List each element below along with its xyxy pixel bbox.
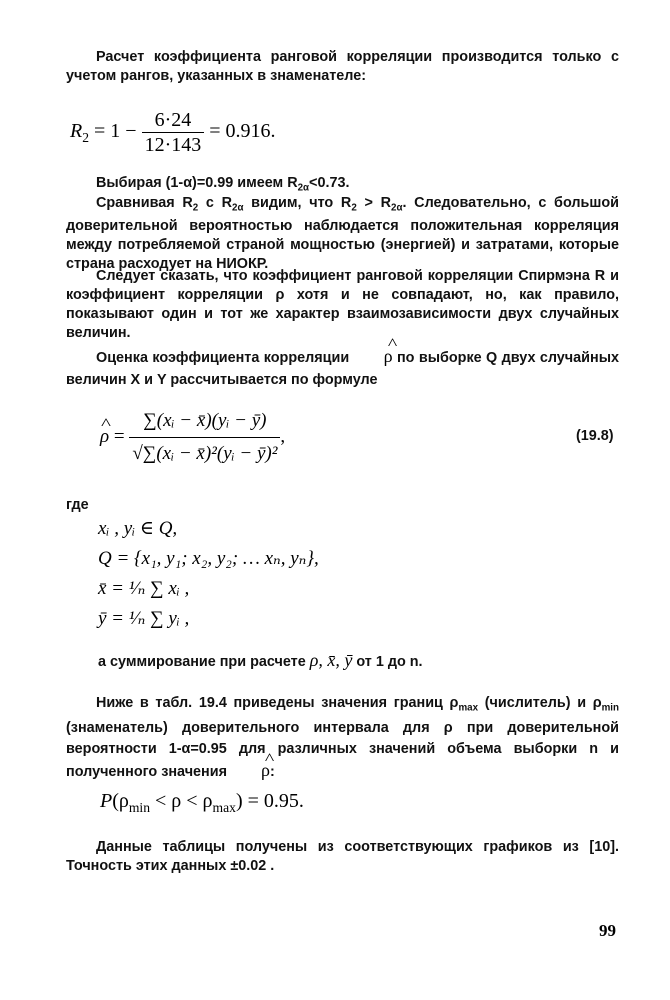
table-rho-hat: ^ ρ <box>231 760 270 781</box>
summation-before: а суммирование при расчете <box>98 654 310 670</box>
formula-r2 <box>70 106 276 156</box>
formula-r2-fraction <box>142 108 205 157</box>
para-spearman-text: Следует сказать, что коэффициент ранговой корреляции Спирмэна R и коэффициент корреляции ρ хотя и не совпадают, но, как правило, показывают один и тот же характер взаимозависимости двух случайных величин. <box>66 268 619 341</box>
prob-max-sub: max <box>212 799 236 815</box>
table-sub-min: min <box>601 702 619 714</box>
compare-sub-1: 2 <box>192 202 199 214</box>
where-label: где <box>66 497 89 513</box>
table-part-3: (знаменатель) доверительного интервала для ρ при доверительной вероятности 1-α=0.95 для различных значений объема выборки n и полученного значения <box>66 720 619 781</box>
para-compare <box>66 194 619 274</box>
prob-middle: < ρ < ρ <box>150 790 213 812</box>
choose-sub: 2α <box>297 182 310 194</box>
summation-note <box>98 650 423 671</box>
prob-min-sub: min <box>128 799 151 815</box>
formula-rho-comma: , <box>280 426 286 447</box>
rho-hat-symbol: ^ ρ <box>354 345 393 367</box>
formula-r2-lhs: R <box>70 120 83 142</box>
para-table-intro <box>66 693 619 783</box>
formula-rho-numerator: ∑(xᵢ − x̄)(yᵢ − ȳ) <box>129 405 280 438</box>
compare-sub-2: 2α <box>232 202 244 214</box>
formula-r2-one-minus: = 1 − <box>94 120 137 142</box>
para-rank-text: Расчет коэффициента ранговой корреляции производится только с учетом рангов, указанных в знаменателе: <box>66 49 619 84</box>
para-rank-calculation <box>66 48 619 86</box>
def-membership: xᵢ , yᵢ ∈ Q, <box>98 518 178 539</box>
table-part-2: (числитель) и ρ <box>478 695 602 711</box>
formula-r2-denominator: 12·143 <box>144 133 202 156</box>
compare-sub-4: 2α <box>391 202 403 214</box>
def-mean-x: x̄ = ¹⁄ₙ ∑ xᵢ , <box>98 578 190 599</box>
summation-after: от 1 до n. <box>352 654 423 670</box>
formula-r2-result: = 0.916. <box>209 120 276 142</box>
choose-text-before: Выбирая (1-α)=0.99 имеем R <box>96 175 298 191</box>
formula-r2-numerator: 6·24 <box>142 108 205 133</box>
prob-open: (ρ <box>112 790 129 812</box>
summation-symbols: ρ, x̄, ȳ <box>309 650 353 670</box>
prob-close: ) = 0.95. <box>235 790 304 812</box>
formula-rho-lhs: ^ ρ <box>100 402 109 472</box>
compare-part-2: с R <box>198 195 233 211</box>
formula-rho-eq: = <box>113 426 125 447</box>
compare-part-5: . Следовательно, с большой доверительной вероятностью наблюдается положительная корреляция между потребляемой страной мощностью (энергией) и затратами, которые страна расходует на НИОКР. <box>66 195 619 273</box>
compare-part-4: > R <box>356 195 392 211</box>
para-source-text: Данные таблицы получены из соответствующих графиков из [10]. Точность этих данных ±0.02 . <box>66 839 619 874</box>
equation-number: (19.8) <box>576 428 614 444</box>
def-sample-set: Q = {x₁, y₁; x₂, y₂; … xₙ, yₙ}, <box>98 548 319 569</box>
estimate-after: по выборке Q двух случайных величин X и Y рассчитывается по формуле <box>66 350 619 388</box>
compare-sub-3: 2 <box>351 202 357 214</box>
prob-p: P <box>100 790 113 812</box>
para-spearman <box>66 267 619 343</box>
definitions-block <box>98 514 319 634</box>
compare-part-1: Сравнивая R <box>96 195 193 211</box>
choose-text-after: <0.73. <box>309 175 350 191</box>
formula-rho <box>100 402 285 472</box>
table-part-4: : <box>269 764 275 781</box>
page-number: 99 <box>599 921 616 940</box>
formula-rho-denominator: √∑(xᵢ − x̄)²(yᵢ − ȳ)² <box>132 443 278 465</box>
estimate-before: Оценка коэффициента корреляции <box>96 350 354 366</box>
formula-rho-fraction <box>129 405 280 470</box>
table-sub-max: max <box>458 702 479 714</box>
para-source <box>66 838 619 876</box>
para-estimate <box>66 345 619 391</box>
def-mean-y: ȳ = ¹⁄ₙ ∑ yᵢ , <box>98 608 190 629</box>
formula-r2-lhs-sub: 2 <box>82 129 90 145</box>
table-part-1: Ниже в табл. 19.4 приведены значения границ ρ <box>96 695 459 711</box>
compare-part-3: видим, что R <box>243 195 352 211</box>
formula-probability <box>100 790 304 816</box>
